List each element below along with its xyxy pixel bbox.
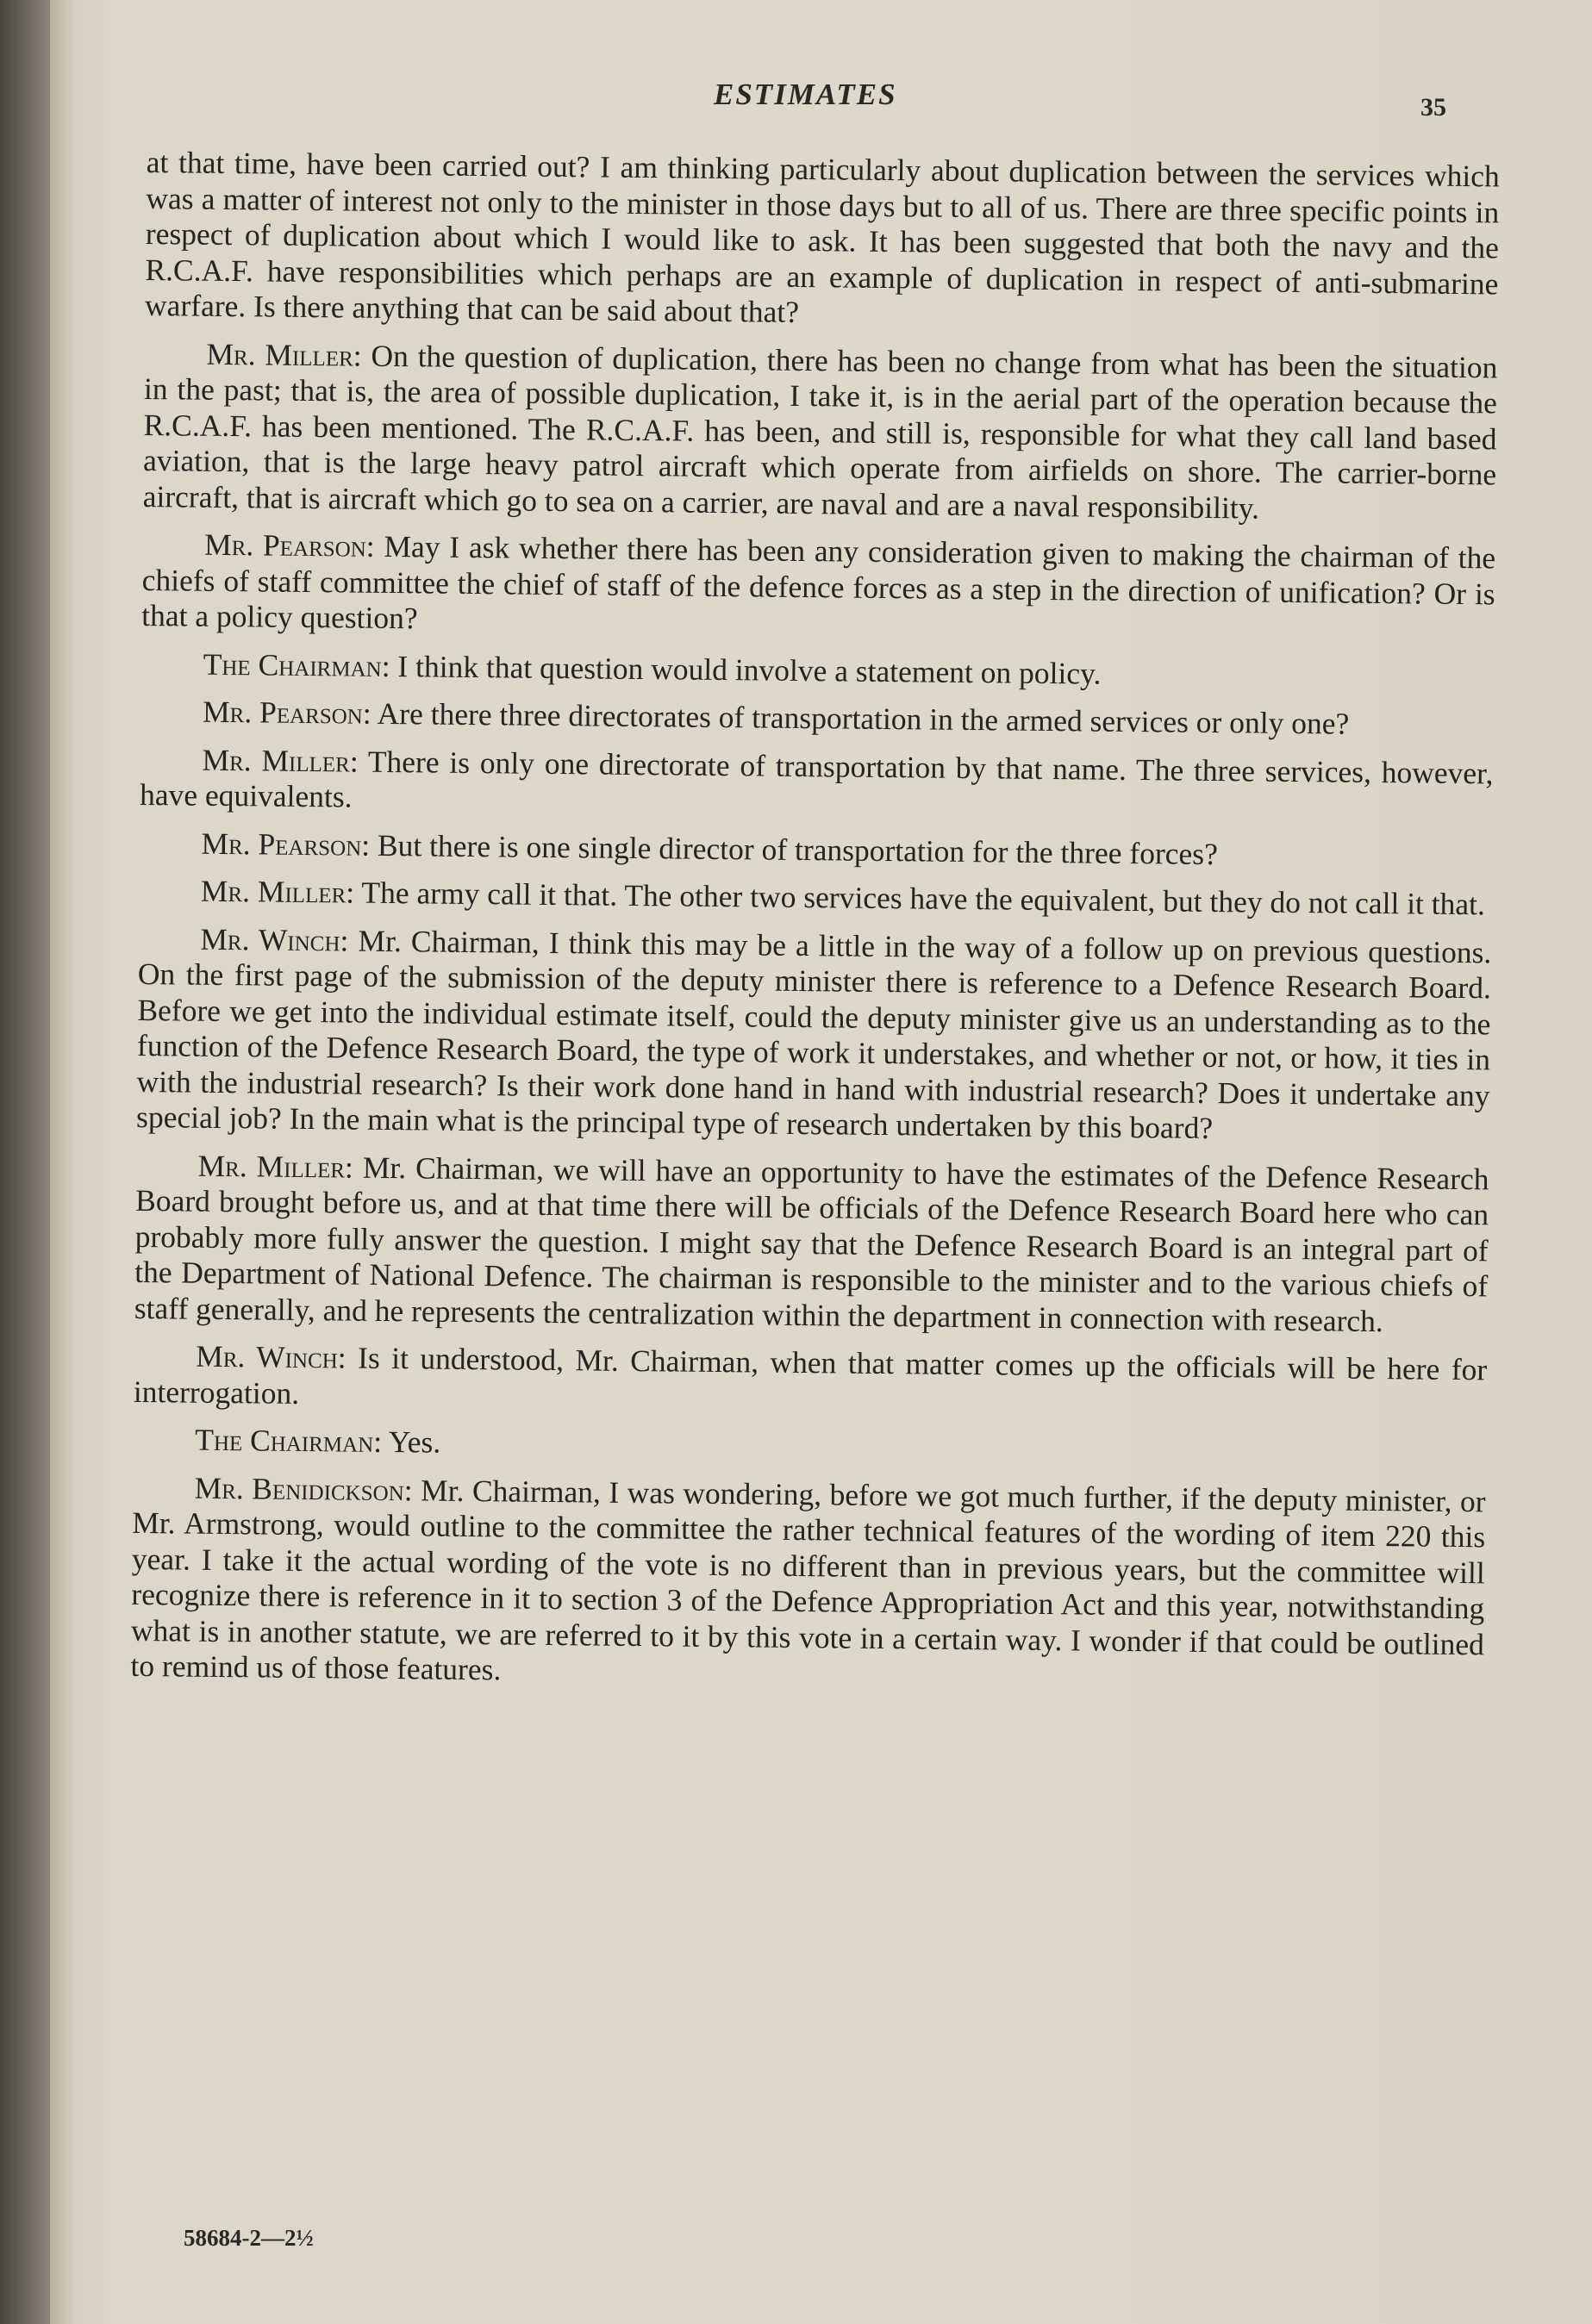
speaker-name: Mr. Pearson: <box>203 526 375 564</box>
printer-signature-code: 58684-2—2½ <box>184 2225 314 2251</box>
speaker-name: The Chairman: <box>203 646 390 683</box>
paragraph-text: Mr. Chairman, I was wondering, before we got much further, if the deputy minister, or Mr. Armstrong, would outline to the committee the rather technical features of the wording of item 220 this year. I take it the actual wording of the vote is no different than in previous years, but the committee will recognize there is reference in it to section 3 of the Defence Appropriation Act and this year, notwithstanding what is in another statute, we are referred to it by this vote in a certain way. I wonder if that could be outlined to remind us of those features. <box>130 1472 1486 1687</box>
paragraph-winch-2 <box>134 1338 1488 1424</box>
binding-gutter <box>0 0 50 2324</box>
speaker-name: Mr. Benidickson: <box>194 1470 413 1507</box>
paragraph-text: The army call it that. The other two services have the equivalent, but they do not call it that. <box>361 875 1486 922</box>
paragraph-text: Is it understood, Mr. Chairman, when that matter comes up the officials will be here for interrogation. <box>133 1340 1488 1411</box>
paragraph-benidickson-1 <box>130 1469 1486 1698</box>
paragraph-pearson-3 <box>139 825 1492 875</box>
paragraph-text: at that time, have been carried out? I am thinking particularly about duplication between the services which was a matter of interest not only to the minister in those days but to all of us. There are three specific points in respect of duplication about which I would like to ask. It has been suggested that both the navy and the R.C.A.F. have responsibilities which perhaps are an example of duplication in respect of anti-submarine warfare. Is there anything that can be said about that? <box>144 145 1500 329</box>
speaker-name: Mr. Pearson: <box>201 826 371 863</box>
paragraph-text: On the question of duplication, there has been no change from what has been the situation in the past; that is, the area of possible duplication, I take it, is in the aerial part of the operation because the R.C.A.F. has been mentioned. The R.C.A.F. has been, and still is, responsible for what they call land based aviation, that is the large heavy patrol aircraft which operate from airfields on shore. The carrier-borne aircraft, that is aircraft which go to sea on a carrier, are naval and are a naval responsibility. <box>142 338 1498 526</box>
speaker-name: Mr. Miller: <box>202 742 359 779</box>
paragraph-miller-2 <box>140 741 1494 826</box>
paragraph-text: I think that question would involve a statement on policy. <box>397 648 1102 691</box>
speaker-name: The Chairman: <box>195 1422 383 1459</box>
paragraph-text: Yes. <box>388 1424 441 1460</box>
page-number: 35 <box>1420 93 1446 121</box>
paragraph-text: May I ask whether there has been any consideration given to making the chairman of the chiefs of staff committee the chief of staff of the defence forces as a step in the direction of unification? Or is that a policy question? <box>141 528 1496 636</box>
paragraph-text: There is only one directorate of transportation by that name. The three services, however, have equivalents. <box>139 744 1494 814</box>
speaker-name: Mr. Miller: <box>197 1148 354 1185</box>
paragraph-text: Mr. Chairman, we will have an opportunity to have the estimates of the Defence Research Board brought before us, and at that time there will be officials of the Defence Research Board here who can probably more fully answer the question. I might say that the Defence Research Board is an integral part of the Department of National Defence. The chairman is responsible to the minister and to the various chiefs of staff generally, and he represents the centralization within the department in connection with research. <box>134 1150 1489 1338</box>
paragraph-text: But there is one single director of transportation for the three forces? <box>377 827 1219 871</box>
paragraph-miller-1 <box>143 335 1498 528</box>
speaker-name: Mr. Winch: <box>200 921 349 958</box>
paragraph-chairman-1 <box>140 645 1494 695</box>
speaker-name: Mr. Winch: <box>196 1338 346 1375</box>
paragraph-miller-4 <box>134 1147 1489 1340</box>
paragraph-chairman-2 <box>133 1422 1486 1472</box>
speaker-name: Mr. Pearson: <box>202 694 371 731</box>
paragraph-winch-1 <box>136 920 1492 1149</box>
book-page <box>50 0 1592 2324</box>
running-head: ESTIMATES <box>714 78 897 111</box>
paragraph-text: Mr. Chairman, I think this may be a little in the way of a follow up on previous questions. On the first page of the submission of the deputy minister there is reference to a Defence Research Board. Before we get into the individual estimate itself, could the deputy minister give us an understanding as to the function of the Defence Research Board, the type of work it understakes, and whether or not, or how, it ties in with the industrial research? Is their work done hand in hand with industrial research? Does it undertake any special job? In the main what is the principal type of research undertaken by this board? <box>135 923 1492 1146</box>
page-header <box>50 78 1592 129</box>
paragraph-pearson-2 <box>140 694 1494 744</box>
speaker-name: Mr. Miller: <box>206 336 362 373</box>
paragraph-continuation <box>145 145 1500 338</box>
speaker-name: Mr. Miller: <box>200 873 355 910</box>
paragraph-pearson-1 <box>141 526 1495 648</box>
paragraph-text: Are there three directorates of transportation in the armed services or only one? <box>377 695 1350 741</box>
paragraph-miller-3 <box>139 873 1492 923</box>
transcript-body <box>130 145 1500 1710</box>
